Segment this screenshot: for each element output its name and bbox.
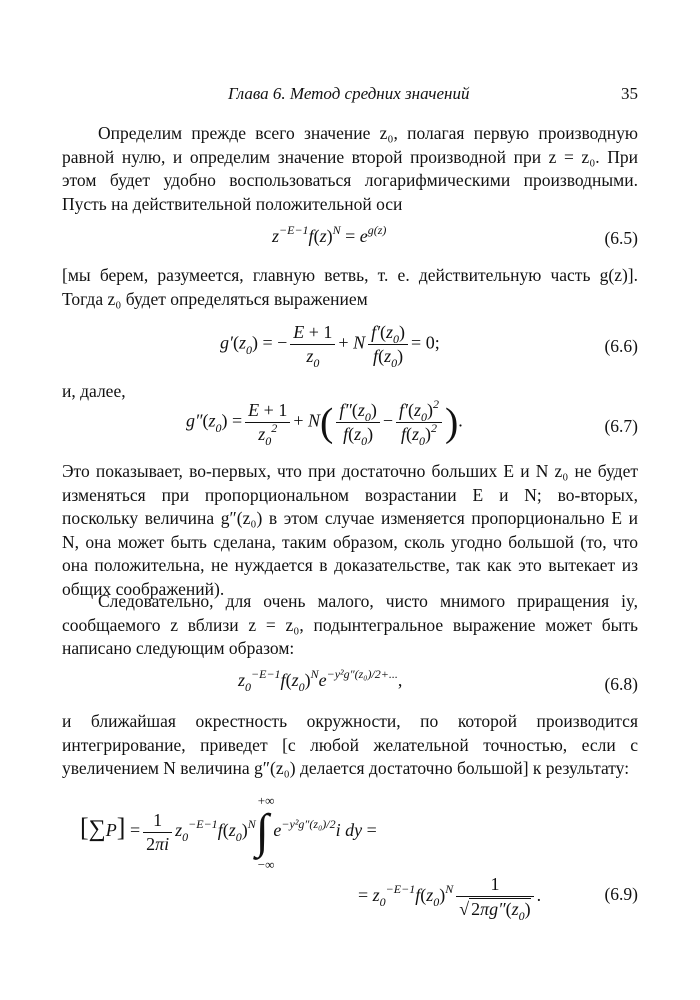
- equation-number: (6.9): [604, 884, 638, 904]
- page-header: [62, 84, 638, 108]
- paragraph-5: Следовательно, для очень малого, чисто мнимого приращения iy, сообщаемого z вблизи z = z₀, подынтегральное выражение может быть написано следующим образом:: [62, 591, 638, 658]
- equation-6-6: [62, 318, 638, 376]
- equation-6-7-body: $g''(z_0)$ = $\frac{E + 1}{z_0^2}$ + N( $\frac{f''(z_0)}{f(z_0)}$ − $\frac{f'(z_0)^2}{f(z_0)^2}$ ).: [186, 397, 463, 448]
- equation-6-9-line-1: [62, 790, 638, 870]
- paragraph-1: Определим прежде всего значение z₀, полагая первую производную равной нулю, и определим значение второй производной при z = z₀. При этом будет удобно воспользоваться логарифмическими производными. Пусть на действительной положительной оси: [62, 123, 638, 214]
- equation-6-8: [62, 668, 638, 700]
- paragraph-3: и, далее,: [62, 381, 126, 401]
- equation-number: (6.7): [604, 416, 638, 436]
- equation-6-8-body: $z_0^{-E-1}f(z_0)^Ne^{-y^2g''(z_0)/2+...}$,: [238, 667, 403, 694]
- equation-6-5: [62, 224, 638, 254]
- paragraph-6: и ближайшая окрестность окружности, по которой производится интегрирование, приведет [с любой желательной точностью, если с увеличением N величина g″(z₀) делается достаточно большой] к результату:: [62, 711, 638, 778]
- paragraph-4: Это показывает, во-первых, что при достаточно больших E и N z₀ не будет изменяться при пропорциональном возрастании E и N; во-вторых, поскольку величина g″(z₀) в этом случае изменяется пропорционально E и N, она может быть сделана, таким образом, сколь угодно большой (то, что она положительна, не нуждается в доказательстве, так как это вытекает из общих соображений).: [62, 461, 638, 599]
- equation-6-6-body: $g'(z_0)$ = − $\frac{E + 1}{z_0}$ + N $\frac{f'(z_0)}{f(z_0)}$ = 0;: [220, 322, 440, 370]
- page-number: 35: [621, 84, 638, 103]
- equation-number: (6.6): [604, 336, 638, 356]
- equation-6-9-body-line-2: = $z_0^{-E-1}f(z_0)^N$ $\frac{1}{√ 2\pi g''(z_0)}$ .: [358, 874, 542, 923]
- equation-6-9-body-line-1: [∑P] = $\frac{1}{2\pi i}$ $z_0^{-E-1}f(z_0)^N\int$ +∞ −∞ $e^{-y^2g''(z_0)/2}i$ dy =: [80, 793, 377, 872]
- running-title: Глава 6. Метод средних значений: [228, 84, 470, 103]
- equation-6-7: [62, 398, 638, 456]
- equation-6-5-body: $z^{-E-1}f(z)^N = e^{g(z)}$: [272, 223, 387, 246]
- equation-number: (6.8): [604, 674, 638, 694]
- equation-6-9-line-2: [62, 868, 638, 924]
- equation-number: (6.5): [604, 228, 638, 248]
- paragraph-2: [мы берем, разумеется, главную ветвь, т. е. действительную часть g(z)]. Тогда z₀ будет определяться выражением: [62, 265, 638, 309]
